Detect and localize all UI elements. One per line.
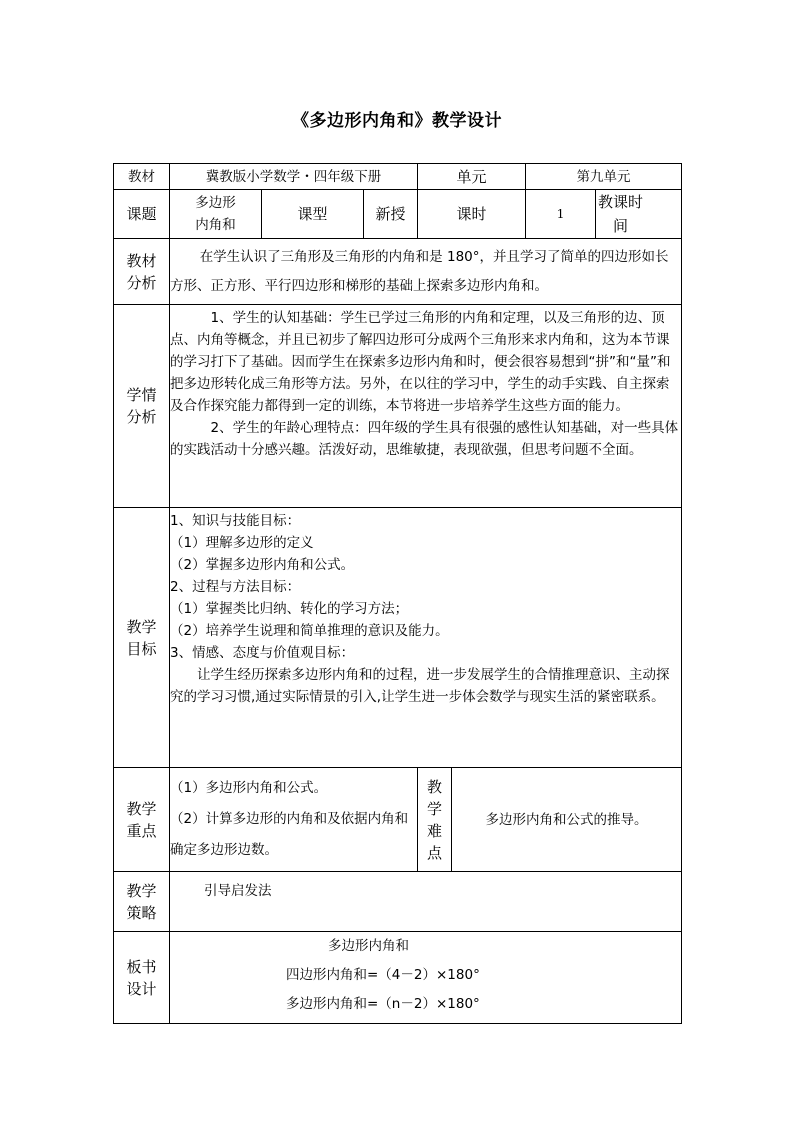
row-textbook <box>114 164 682 190</box>
goals-label-line1: 教学 <box>126 617 157 636</box>
goal-item: 3、情感、态度与价值观目标： <box>170 645 355 661</box>
key-item-2: （2）计算多边形的内角和及依据内角和确定多边形边数。 <box>170 811 409 858</box>
row-analysis <box>114 239 682 305</box>
row-goals <box>114 508 682 768</box>
goals-cell <box>170 508 682 768</box>
analysis-label <box>114 239 170 305</box>
topic-value <box>170 190 262 239</box>
difficulty-label <box>418 768 452 872</box>
strategy-label-line1: 教学 <box>126 881 157 900</box>
goals-label-line2: 目标 <box>126 639 157 658</box>
analysis-label-line1: 教材 <box>126 251 157 270</box>
hours-value: 1 <box>526 190 596 239</box>
analysis-cell <box>170 239 682 305</box>
unit-value: 第九单元 <box>526 164 682 190</box>
row-key <box>114 768 682 872</box>
students-label <box>114 305 170 508</box>
board-line-3: 多边形内角和=（n－2）×180° <box>286 996 480 1012</box>
date-label-line2: 间 <box>613 217 629 235</box>
date-label-line1: 教课时 <box>598 193 644 211</box>
board-cell <box>170 932 682 1024</box>
textbook-label: 教材 <box>114 164 170 190</box>
row-topic <box>114 190 682 239</box>
strategy-label-line2: 策略 <box>126 903 157 922</box>
goal-item: （1）掌握类比归纳、转化的学习方法； <box>170 601 409 617</box>
students-p1: 1、学生的认知基础：学生已学过三角形的内角和定理，以及三角形的边、顶点、内角等概念，并且已初步了解四边形可分成两个三角形来求内角和，这为本节课的学习打下了基础。因而学生在探索多边形内角和时，便会很容易想到“拼”和“量”和把多边形转化成三角形等方法。另外，在以往的学习中，学生的动手实践、自主探索及合作探究能力都得到一定的训练，本节将进一步培养学生这些方面的能力。 <box>170 310 671 414</box>
analysis-text: 在学生认识了三角形及三角形的内角和是 180°，并且学习了简单的四边形如长方形、正方形、平行四边形和梯形的基础上探索多边形内角和。 <box>170 248 669 294</box>
page-title: 《多边形内角和》教学设计 <box>292 111 502 131</box>
board-label <box>114 932 170 1024</box>
goals-label <box>114 508 170 768</box>
difficulty-value: 多边形内角和公式的推导。 <box>452 768 682 872</box>
difficulty-label-char: 难 <box>426 821 442 840</box>
row-strategy <box>114 872 682 932</box>
type-value: 新授 <box>364 190 418 239</box>
goals-p3: 让学生经历探索多边形内角和的过程，进一步发展学生的合情推理意识、主动探究的学习习惯,通过实际情景的引入,让学生进一步体会数学与现实生活的紧密联系。 <box>170 667 670 705</box>
topic-line1: 多边形 <box>195 195 236 211</box>
goal-item: （1）理解多边形的定义 <box>170 535 314 551</box>
goal-item: 2、过程与方法目标： <box>170 579 301 595</box>
students-p2: 2、学生的年龄心理特点：四年级的学生具有很强的感性认知基础，对一些具体的实践活动十分感兴趣。活泼好动，思维敏捷，表现欲强，但思考问题不全面。 <box>170 420 679 458</box>
key-item-1: （1）多边形内角和公式。 <box>170 780 328 796</box>
board-line-1: 多边形内角和 <box>328 938 409 954</box>
topic-line2: 内角和 <box>195 217 236 233</box>
date-label <box>596 190 682 239</box>
goal-item: （2）培养学生说理和简单推理的意识及能力。 <box>170 623 449 639</box>
analysis-label-line2: 分析 <box>126 273 157 292</box>
key-label <box>114 768 170 872</box>
board-line-2: 四边形内角和=（4－2）×180° <box>286 967 480 983</box>
board-label-line1: 板书 <box>126 957 157 976</box>
students-label-line2: 分析 <box>126 408 157 426</box>
students-label-line1: 学情 <box>126 386 157 404</box>
strategy-label <box>114 872 170 932</box>
key-label-line2: 重点 <box>126 821 157 840</box>
hours-label: 课时 <box>418 190 526 239</box>
goal-item: 1、知识与技能目标： <box>170 513 301 529</box>
board-label-line2: 设计 <box>126 979 157 998</box>
difficulty-label-char: 学 <box>426 799 442 818</box>
type-label: 课型 <box>262 190 364 239</box>
unit-label: 单元 <box>418 164 526 190</box>
difficulty-label-char: 教 <box>426 777 442 796</box>
goal-item: （2）掌握多边形内角和公式。 <box>170 557 355 573</box>
strategy-value: 引导启发法 <box>170 872 682 932</box>
row-board <box>114 932 682 1024</box>
topic-label: 课题 <box>114 190 170 239</box>
key-label-line1: 教学 <box>126 799 157 818</box>
row-students <box>114 305 682 508</box>
textbook-value: 冀教版小学数学・四年级下册 <box>170 164 418 190</box>
difficulty-label-char: 点 <box>426 843 442 862</box>
students-cell <box>170 305 682 508</box>
key-cell <box>170 768 418 872</box>
lesson-plan-table <box>113 163 682 1024</box>
